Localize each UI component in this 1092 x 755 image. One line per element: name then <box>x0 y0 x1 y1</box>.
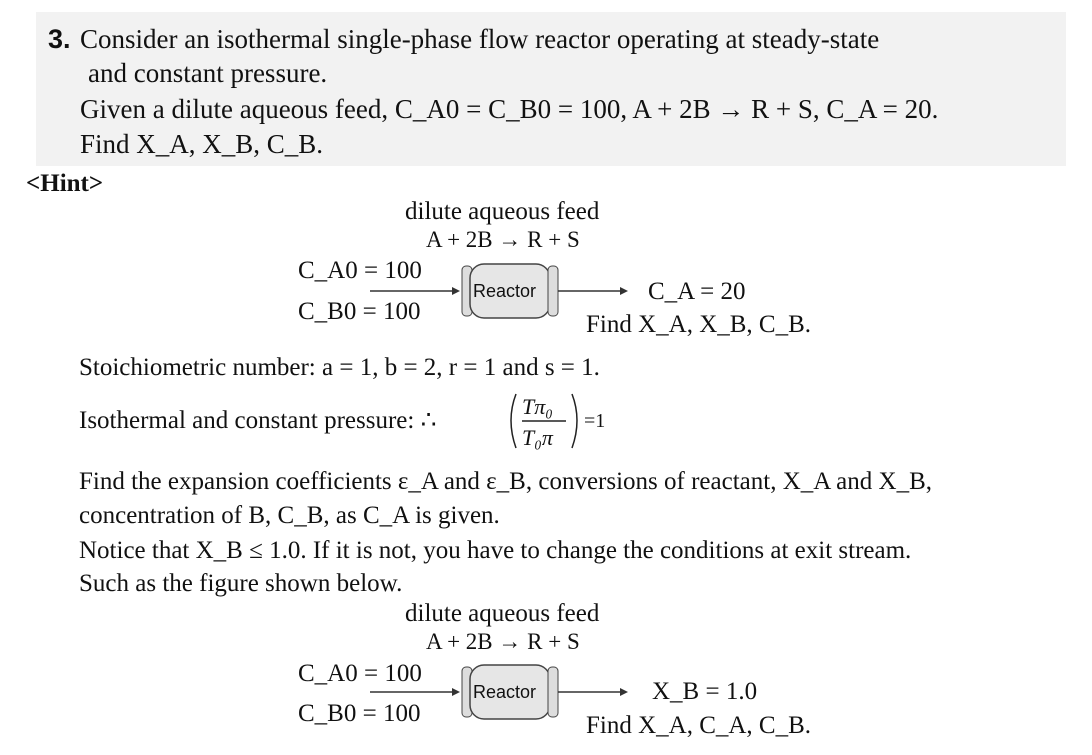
diagram1-feed-label: dilute aqueous feed <box>405 198 600 225</box>
diagram1-output-ca: C_A = 20 <box>648 278 746 305</box>
diagram1-find: Find X_A, X_B, C_B. <box>586 311 812 338</box>
diagram2-output-xb: X_B = 1.0 <box>652 678 758 705</box>
problem-line-2: and constant pressure. <box>88 58 328 88</box>
diagram2-feed-label: dilute aqueous feed <box>405 600 600 627</box>
fraction-denominator: T₀π <box>522 425 553 450</box>
problem-line-1: Consider an isothermal single-phase flow reactor operating at steady-state <box>80 24 880 54</box>
paragraph-line-2: concentration of B, C_B, as C_A is given. <box>79 502 500 529</box>
problem-number: 3. <box>48 24 71 54</box>
diagram1-reactor-label: Reactor <box>473 281 537 301</box>
diagram1-cb0: C_B0 = 100 <box>298 298 421 325</box>
paragraph-line-3: Notice that X_B ≤ 1.0. If it is not, you have to change the conditions at exit stream. <box>79 537 912 564</box>
diagram1-reaction: A + 2B → R + S <box>426 227 580 252</box>
paragraph-line-1: Find the expansion coefficients ε_A and ε_B, conversions of reactant, X_A and X_B, <box>79 468 933 495</box>
diagram2-reaction: A + 2B → R + S <box>426 629 580 654</box>
problem-line-3: Given a dilute aqueous feed, C_A0 = C_B0 = 100, A + 2B → R + S, C_A = 20. <box>80 94 939 124</box>
hint-heading: <Hint> <box>26 170 104 197</box>
paragraph-line-4: Such as the figure shown below. <box>79 570 403 597</box>
diagram2-ca0: C_A0 = 100 <box>298 660 422 687</box>
diagram2-reactor-label: Reactor <box>473 682 537 702</box>
diagram2-find: Find X_A, C_A, C_B. <box>586 712 812 739</box>
stoichiometric-line: Stoichiometric number: a = 1, b = 2, r = 1 and s = 1. <box>79 354 600 381</box>
problem-line-4: Find X_A, X_B, C_B. <box>80 129 324 159</box>
isothermal-label: Isothermal and constant pressure: ∴ <box>79 407 437 434</box>
fraction-numerator: Tπ₀ <box>522 394 553 419</box>
diagram2-cb0: C_B0 = 100 <box>298 700 421 727</box>
fraction-rhs: =1 <box>584 410 606 432</box>
diagram1-ca0: C_A0 = 100 <box>298 257 422 284</box>
